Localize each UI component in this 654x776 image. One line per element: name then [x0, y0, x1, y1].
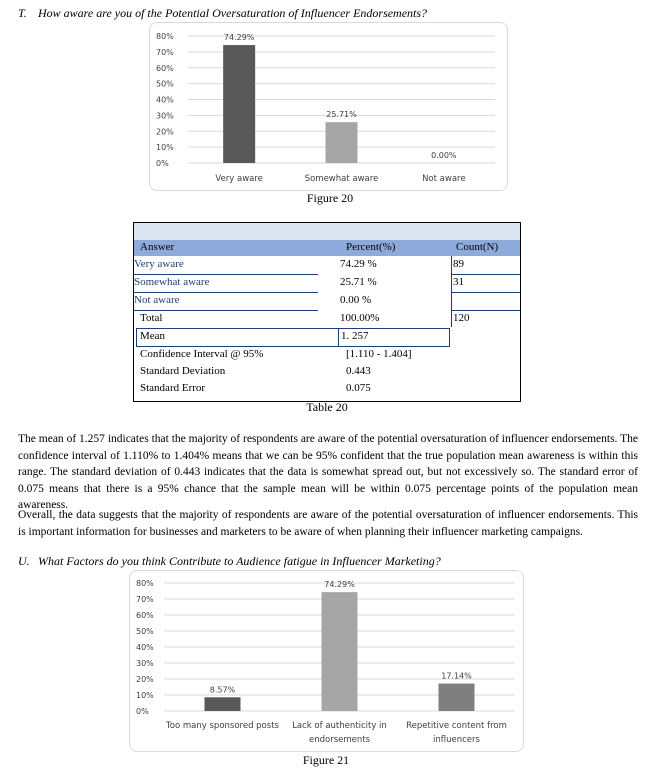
mean-row-divider	[338, 328, 339, 347]
header-answer: Answer	[140, 241, 175, 253]
row-count: 120	[453, 312, 470, 324]
count-column-border	[451, 256, 452, 310]
x-category-label: Very aware	[215, 174, 263, 184]
row-answer: Somewhat aware	[134, 276, 210, 288]
y-tick-label: 40%	[156, 95, 174, 105]
section-t-letter: T.	[18, 6, 27, 20]
data-label: 74.29%	[223, 33, 255, 43]
row-answer: Total	[140, 312, 163, 324]
row-divider	[134, 274, 318, 275]
analysis-paragraph: The mean of 1.257 indicates that the majority of respondents are aware of the potential oversaturation of influencer endorsements. The confidence interval of 1.110% to 1.404% means that we can be 95% confident that the true population mean awareness is within this range. The standard deviation of 0.443 indicates that the data is somewhat spread out, but not excessively so. The standard error of 0.075 means that there is a 95% chance that the sample mean will be within 0.075 percentage points of the population mean awareness.	[18, 433, 638, 511]
y-tick-label: 60%	[156, 63, 174, 73]
y-tick-label: 70%	[136, 595, 154, 604]
row-percent: 74.29 %	[340, 258, 377, 270]
stat-label: Standard Deviation	[140, 365, 226, 377]
stat-label: Mean	[140, 330, 166, 342]
data-label: 17.14%	[441, 671, 472, 681]
stat-value: 0.443	[346, 365, 371, 377]
y-tick-label: 50%	[136, 627, 154, 636]
stat-label: Standard Error	[140, 382, 206, 394]
count-column-border	[451, 310, 452, 327]
count-divider	[451, 292, 520, 293]
count-divider	[451, 274, 520, 275]
row-answer: Not aware	[134, 294, 180, 306]
x-category-label: endorsements	[308, 735, 371, 745]
x-category-label: Too many sponsored posts	[166, 721, 279, 731]
x-category-label: Lack of authenticity in	[292, 721, 387, 731]
y-tick-label: 30%	[156, 111, 174, 121]
y-tick-label: 80%	[136, 579, 154, 588]
count-divider	[451, 310, 520, 311]
x-category-label: influencers	[433, 735, 480, 745]
y-tick-label: 10%	[156, 143, 174, 153]
row-divider	[134, 310, 318, 311]
y-tick-label: 20%	[156, 127, 174, 137]
bar	[223, 45, 255, 163]
y-tick-label: 60%	[136, 611, 154, 620]
data-label: 0.00%	[431, 151, 457, 160]
table-20	[133, 222, 521, 402]
mean-row-box	[136, 328, 450, 347]
row-divider	[134, 292, 318, 293]
y-tick-label: 50%	[156, 79, 174, 89]
row-percent: 100.00%	[340, 312, 380, 324]
stat-value: 1. 257	[341, 330, 369, 342]
row-percent: 25.71 %	[340, 276, 377, 288]
y-tick-label: 30%	[136, 659, 154, 668]
summary-paragraph: Overall, the data suggests that the majority of respondents are aware of the potential oversaturation of influencer endorsements. This is important information for businesses and marketers to be aware of when planning their influencer marketing campaigns.	[18, 509, 638, 538]
y-tick-label: 80%	[156, 32, 174, 41]
bar	[439, 684, 475, 711]
y-tick-label: 20%	[136, 675, 154, 684]
data-label: 25.71%	[326, 110, 357, 120]
bar	[326, 122, 358, 163]
row-count: 31	[453, 276, 464, 288]
x-category-label: Repetitive content from	[406, 721, 507, 731]
figure-20-svg	[150, 23, 507, 190]
section-u-question: What Factors do you think Contribute to Audience fatigue in Influencer Marketing?	[38, 554, 441, 568]
row-percent: 0.00 %	[340, 294, 372, 306]
row-count: 89	[453, 258, 464, 270]
bar	[322, 592, 358, 711]
data-label: 8.57%	[209, 685, 236, 695]
stat-value: 0.075	[346, 382, 371, 394]
x-category-label: Not aware	[422, 174, 466, 184]
figure-20-chart	[149, 22, 508, 191]
figure-20-caption: Figure 20	[306, 191, 354, 205]
y-tick-label: 40%	[136, 643, 154, 652]
bar	[205, 697, 241, 711]
header-count: Count(N)	[456, 241, 499, 253]
y-tick-label: 0%	[136, 707, 149, 716]
section-u-heading	[18, 554, 441, 569]
figure-21-chart	[129, 570, 524, 752]
stat-label: Confidence Interval @ 95%	[140, 348, 264, 360]
y-tick-label: 70%	[156, 47, 174, 57]
table-top-band	[134, 223, 520, 240]
row-answer: Very aware	[134, 258, 184, 270]
table-20-caption: Table 20	[306, 400, 348, 414]
section-t-heading	[18, 6, 427, 21]
section-t-question: How aware are you of the Potential Oversaturation of Influencer Endorsements?	[38, 6, 428, 20]
header-percent: Percent(%)	[346, 241, 396, 253]
data-label: 74.29%	[324, 580, 355, 590]
section-u-letter: U.	[18, 554, 30, 568]
x-category-label: Somewhat aware	[304, 174, 379, 184]
figure-21-svg	[130, 571, 523, 751]
y-tick-label: 0%	[156, 159, 169, 168]
y-tick-label: 10%	[136, 691, 154, 700]
stat-value: [1.110 - 1.404]	[346, 348, 412, 360]
figure-21-caption: Figure 21	[302, 753, 350, 767]
